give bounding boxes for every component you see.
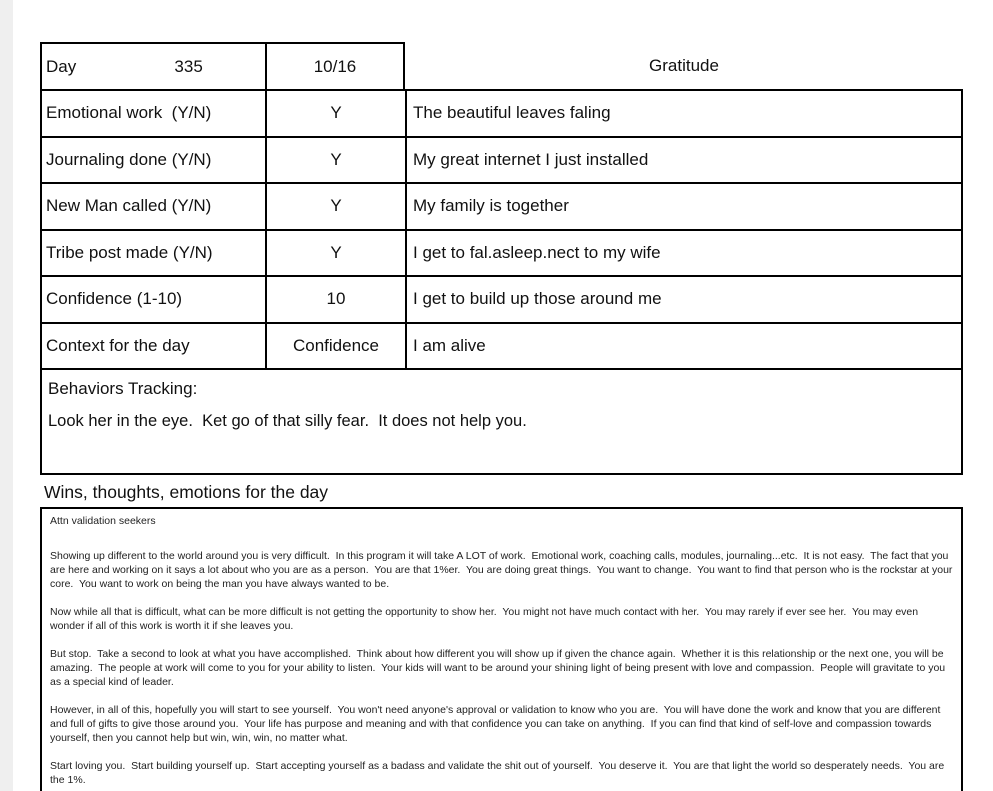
gratitude-cell: I get to fal.asleep.nect to my wife (405, 229, 963, 276)
row-value: Y (265, 136, 405, 183)
page-margin-strip (0, 0, 13, 791)
row-label: Tribe post made (Y/N) (40, 229, 265, 276)
behaviors-tracking-cell (40, 368, 963, 475)
daily-tracker-table (40, 42, 963, 475)
table-row (40, 275, 963, 322)
wins-paragraph: Showing up different to the world around you is very difficult. In this program it will take A LOT of work. Emotional work, coaching calls, modules, journaling...etc. It is not easy. The fact that you are here and working on it says a lot about who you are as a person. You are that 1%er. You are doing great things. You want to change. You want to find that person who is the rockstar at your core. You want to work on being the man you have always wanted to be. (50, 550, 956, 590)
wins-paragraph: Start loving you. Start building yourself up. Start accepting yourself as a badass and validate the shit out of yourself. You deserve it. You are that light the world so desperately needs. You are the 1%. (50, 760, 948, 786)
row-label: New Man called (Y/N) (40, 182, 265, 229)
date-value: 10/16 (313, 56, 357, 76)
gratitude-cell: My great internet I just installed (405, 136, 963, 183)
gratitude-cell: The beautiful leaves faling (405, 89, 963, 136)
wins-paragraph: However, in all of this, hopefully you will start to see yourself. You won't need anyone's approval or validation to know who you are. You will have done the work and know that you are different and full of gifts to give those around you. Your life has purpose and meaning and with that confidence you can take on anything. If you can find that kind of self-love and compassion towards yourself, then you cannot help but win, win, win, no matter what. (50, 704, 944, 744)
table-row (40, 89, 963, 136)
gratitude-header-cell (405, 42, 963, 89)
gratitude-cell: I am alive (405, 322, 963, 369)
row-value: Y (265, 182, 405, 229)
behaviors-title: Behaviors Tracking: (48, 379, 198, 398)
date-header-cell (265, 42, 405, 89)
day-label: Day (46, 56, 77, 76)
day-number: 335 (174, 56, 203, 76)
table-row (40, 229, 963, 276)
document-content (40, 42, 963, 791)
row-label: Journaling done (Y/N) (40, 136, 265, 183)
row-value: Confidence (265, 322, 405, 369)
row-value: Y (265, 229, 405, 276)
row-value: 10 (265, 275, 405, 322)
wins-text-box (40, 507, 963, 791)
table-row (40, 182, 963, 229)
table-header-row (40, 42, 963, 89)
row-label: Emotional work (Y/N) (40, 89, 265, 136)
gratitude-label: Gratitude (649, 55, 719, 75)
row-value: Y (265, 89, 405, 136)
gratitude-cell: I get to build up those around me (405, 275, 963, 322)
wins-intro-line: Attn validation seekers (50, 515, 156, 527)
wins-paragraph: Now while all that is difficult, what can be more difficult is not getting the opportunity to show her. You might not have much contact with her. You may rarely if ever see her. You may even wonder if all of this work is worth it if she leaves you. (50, 606, 922, 632)
row-label: Context for the day (40, 322, 265, 369)
behaviors-text: Look her in the eye. Ket go of that silly fear. It does not help you. (48, 412, 527, 430)
day-header-cell (40, 42, 265, 89)
wins-paragraph: But stop. Take a second to look at what you have accomplished. Think about how different you will show up if given the chance again. Whether it is this relationship or the next one, you will be amazing. The people at work will come to you for your ability to listen. Your kids will want to be around your shining light of being present with love and compassion. People will gravitate to you as a special kind of leader. (50, 648, 949, 688)
table-row (40, 136, 963, 183)
gratitude-cell: My family is together (405, 182, 963, 229)
wins-section-heading: Wins, thoughts, emotions for the day (44, 482, 329, 502)
table-row (40, 322, 963, 369)
row-label: Confidence (1-10) (40, 275, 265, 322)
